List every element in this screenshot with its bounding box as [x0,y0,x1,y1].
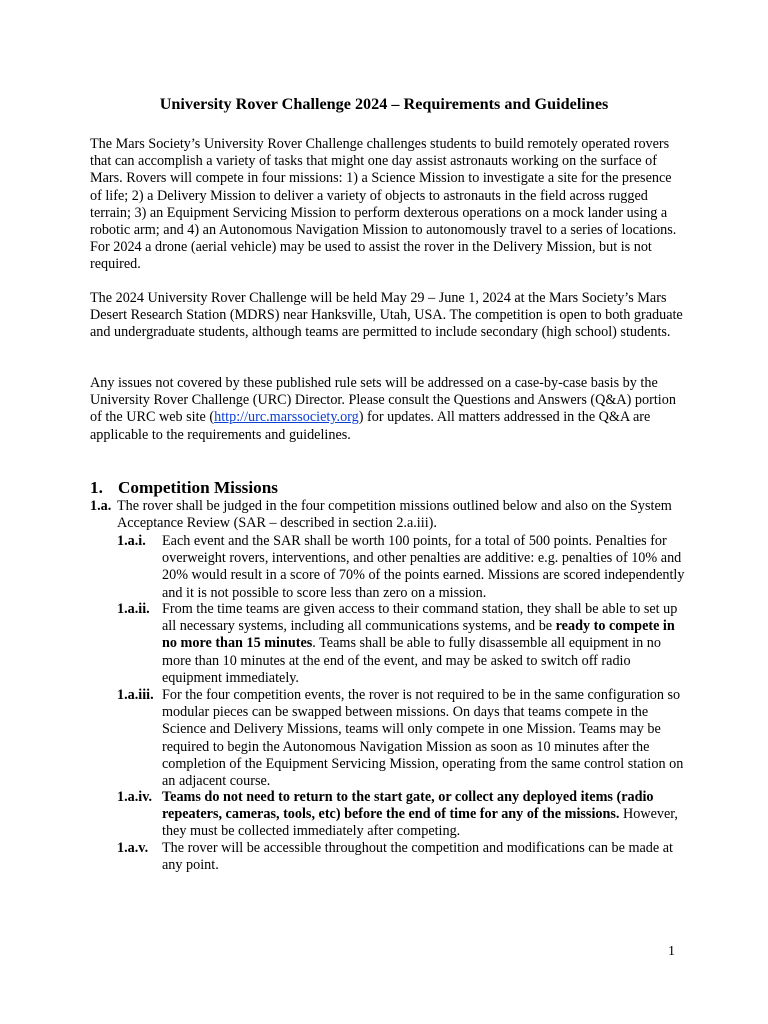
list-item-text: For the four competition events, the rover is not required to be in the same configuration so modular pieces can be swapped between missions. On days that teams compete in the Science and Delivery Missions, teams will only compete in one Mission. Teams may be required to begin the Autonomous Navigation Mission as soon as 10 minutes after the completion of the Equipment Servicing Mission, operating from the same control station on an adjacent course. [162,687,684,790]
section-number: 1. [90,478,103,497]
event-paragraph: The 2024 University Rover Challenge will be held May 29 – June 1, 2024 at the Mars Society’s Mars Desert Research Station (MDRS) near Hanksville, Utah, USA. The competition is open to both graduate and undergraduate students, although teams are permitted to include secondary (high school) students. [90,290,683,341]
list-item-text: Each event and the SAR shall be worth 100 points, for a total of 500 points. Penalties for overweight rovers, interventions, and other penalties are additive: e.g. penalties of 10% and 20% would result in a score of 70% of the points earned. Missions are scored independently and it is not possible to score less than zero on a mission. [162,533,685,601]
list-item-text: The rover shall be judged in the four competition missions outlined below and also on the System Acceptance Review (SAR – described in section 2.a.iii). [117,498,672,532]
issues-text-after-link: ) for updates. All matters addressed in the Q&A are applicable to the requirements and guidelines. [90,409,651,443]
list-item-1aii [117,601,686,687]
list-item-label: 1.a.i. [117,533,146,549]
list-item-label: 1.a.iii. [117,687,154,703]
section-title: Competition Missions [118,478,278,497]
list-item-label: 1.a.v. [117,840,149,856]
list-item-1av [117,840,686,874]
list-item-label: 1.a. [90,498,112,514]
issues-text-before-link: Any issues not covered by these published rule sets will be addressed on a case-by-case basis by the University Rover Challenge (URC) Director. Please consult the Questions and Answers (Q&A) portion of the URC web site ( [90,375,676,426]
text-after-bold: . Teams shall be able to fully disassemble all equipment in no more than 10 minutes at the end of the event, and may be asked to switch off radio equipment immediately. [162,635,661,686]
list-item-text [162,601,686,687]
intro-paragraph: The Mars Society’s University Rover Challenge challenges students to build remotely operated rovers that can accomplish a variety of tasks that might one day assist astronauts working on the surface of Mars. Rovers will compete in four missions: 1) a Science Mission to investigate a site for the presence of life; 2) a Delivery Mission to deliver a variety of objects to astronauts in the field across rugged terrain; 3) an Equipment Servicing Mission to perform dexterous operations on a mock lander using a robotic arm; and 4) an Autonomous Navigation Mission to autonomously travel to a series of locations. For 2024 a drone (aerial vehicle) may be used to assist the rover in the Delivery Mission, but is not required. [90,136,677,273]
list-item-text [162,789,686,841]
list-item-label: 1.a.iv. [117,789,153,805]
list-item-label: 1.a.ii. [117,601,150,617]
bold-emphasis: ready to compete in no more than 15 minutes [162,618,675,652]
text-before-bold: From the time teams are given access to their command station, they shall be able to set up all necessary systems, including all communications systems, and be [162,601,678,635]
urc-website-link[interactable]: http://urc.marssociety.org [214,409,359,426]
bold-emphasis: Teams do not need to return to the start gate, or collect any deployed items (radio repeaters, cameras, tools, etc) before the end of time for any of the missions. [162,789,654,823]
list-item-1ai [117,533,686,602]
text-after-bold: However, they must be collected immediately after competing. [162,806,678,840]
list-item-text: The rover will be accessible throughout the competition and modifications can be made at any point. [162,840,673,874]
issues-paragraph [90,375,686,444]
page-number: 1 [668,944,675,959]
list-item-1aiii [117,687,686,790]
list-item-1aiv [117,789,686,841]
section-heading [90,478,278,498]
list-item-1a [90,498,686,532]
document-title: University Rover Challenge 2024 – Requirements and Guidelines [159,95,609,113]
